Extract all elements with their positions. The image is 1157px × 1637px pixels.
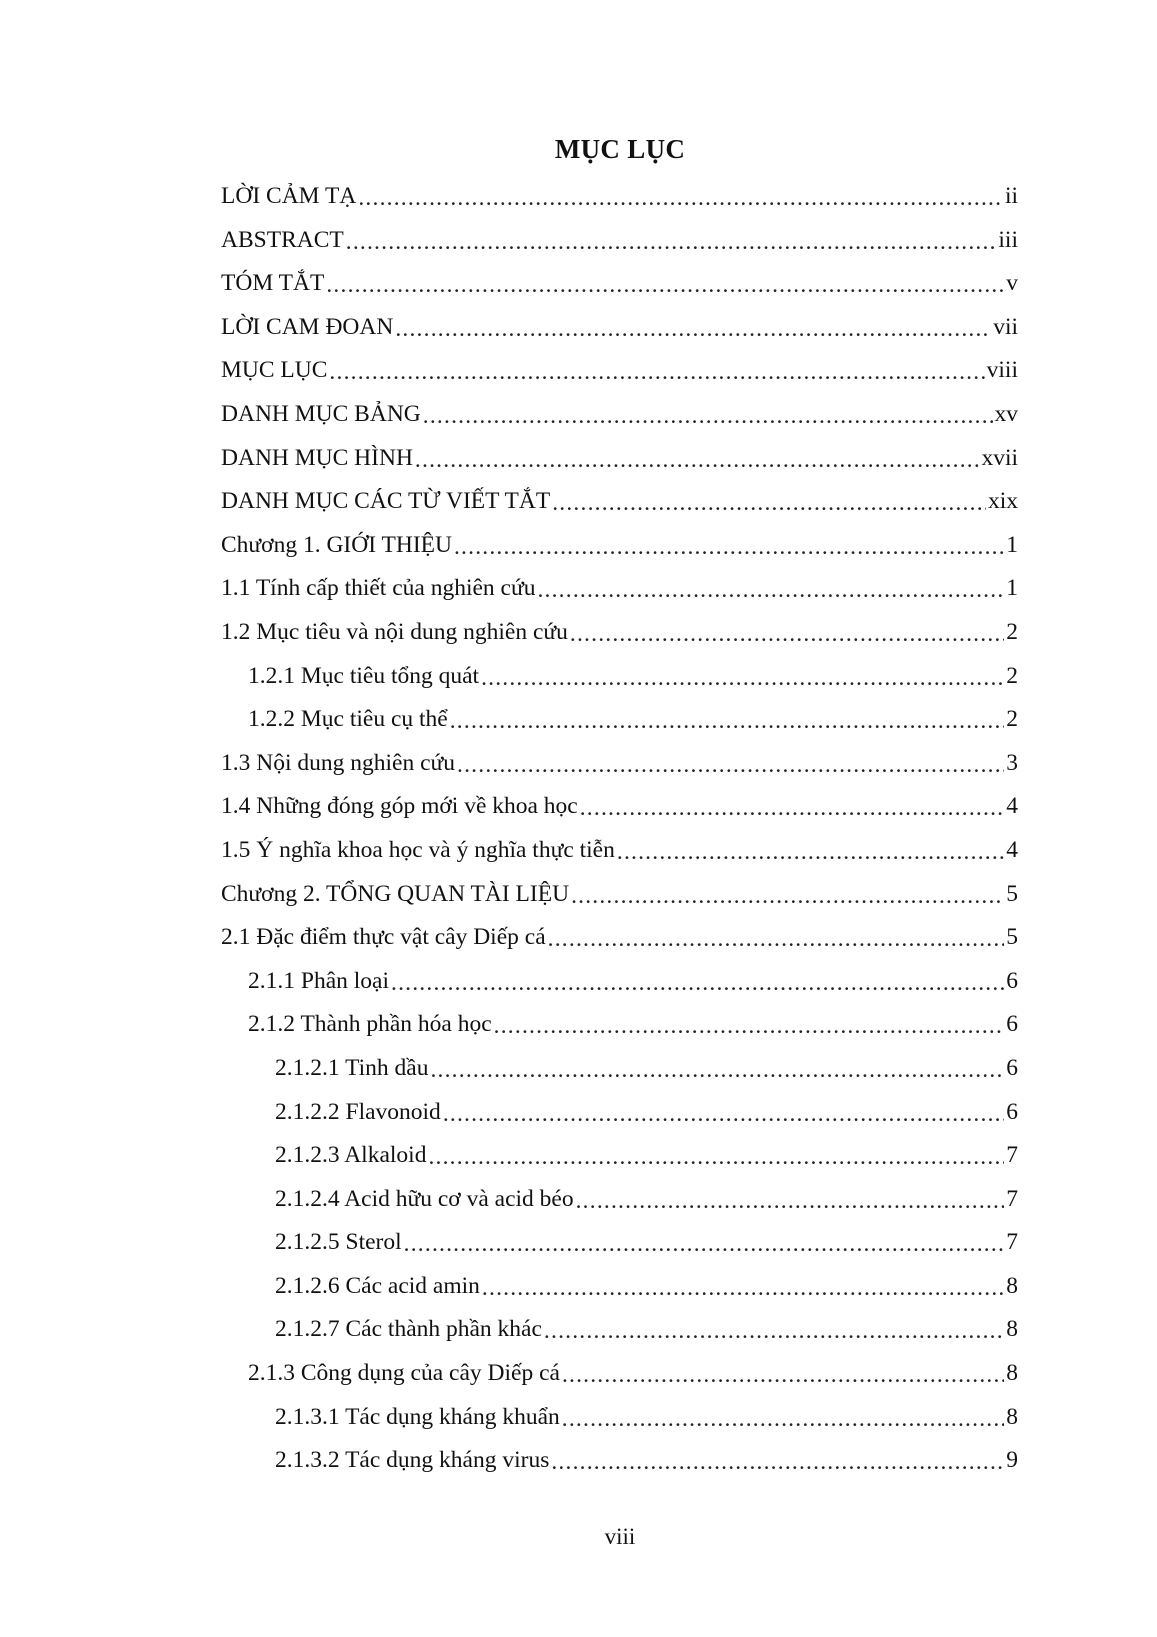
dot-leader [454,536,1004,560]
toc-entry-page: 5 [1006,924,1018,951]
toc-entry-title: 2.1.2.5 Sterol [275,1229,402,1256]
page-number: viii [604,1524,636,1549]
toc-entry-page: v [1006,270,1018,297]
toc-entry-title: LỜI CAM ĐOAN [221,313,394,340]
dot-leader [415,449,980,473]
dot-leader [544,1320,1004,1344]
dot-leader [457,754,1004,778]
dot-leader [552,492,986,516]
dot-leader [326,274,1004,298]
toc-entry-page: xvii [981,444,1018,471]
toc-entry-title: 1.4 Những đóng góp mới về khoa học [221,793,578,820]
toc-entry-title: DANH MỤC BẢNG [221,401,421,428]
toc-entry[interactable] [221,829,1018,873]
dot-leader [570,623,1004,647]
dot-leader [395,318,991,342]
toc-entry-title: DANH MỤC CÁC TỪ VIẾT TẮT [221,488,551,515]
toc-entry-title: 2.1.2.2 Flavonoid [275,1098,441,1125]
dot-leader [391,972,1004,996]
dot-leader [346,231,997,255]
toc-entry-page: 1 [1006,575,1018,602]
toc-entry-title: 2.1.1 Phân loại [248,967,389,994]
toc-entry[interactable] [221,655,1018,699]
toc-entry-title: 2.1.2.4 Acid hữu cơ và acid béo [275,1185,574,1212]
toc-entry-title: TÓM TẮT [221,270,325,297]
dot-leader [580,797,1005,821]
toc-entry-title: ABSTRACT [221,226,344,253]
dot-leader [329,361,984,385]
toc-entry[interactable] [221,437,1018,481]
toc-entry-title: 1.2.1 Mục tiêu tổng quát [248,662,480,689]
dot-leader [428,1146,1004,1170]
toc-entry-page: iii [998,226,1018,253]
dot-leader [576,1190,1005,1214]
toc-entry-title: LỜI CẢM TẠ [221,183,357,210]
toc-entry[interactable] [221,480,1018,524]
toc-entry[interactable] [221,742,1018,786]
toc-entry[interactable] [221,1134,1018,1178]
toc-entry[interactable] [221,1396,1018,1440]
dot-leader [562,1408,1004,1432]
toc-entry-page: vii [993,313,1018,340]
dot-leader [423,405,993,429]
toc-entry[interactable] [221,960,1018,1004]
toc-entry[interactable] [221,349,1018,393]
dot-leader [548,928,1005,952]
toc-entry-title: 2.1.3.2 Tác dụng kháng virus [275,1447,550,1474]
toc-entry-title: 2.1.2 Thành phần hóa học [248,1011,492,1038]
toc-entry-page: 8 [1006,1272,1018,1299]
toc-entry-page: 8 [1006,1403,1018,1430]
dot-leader [551,1451,1004,1475]
toc-entry[interactable] [221,1003,1018,1047]
toc-entry-page: viii [986,357,1018,384]
toc-entry-title: 2.1.3.1 Tác dụng kháng khuẩn [275,1403,560,1430]
toc-entry-page: 6 [1006,967,1018,994]
toc-entry-page: ii [1004,183,1018,210]
toc-entry[interactable] [221,1352,1018,1396]
toc-entry-page: 2 [1006,706,1018,733]
toc-entry[interactable] [221,567,1018,611]
dot-leader [537,579,1004,603]
toc-entry[interactable] [221,1221,1018,1265]
toc-entry-title: 2.1.2.7 Các thành phần khác [275,1316,542,1343]
toc-entry[interactable] [221,698,1018,742]
toc-entry-page: 1 [1006,531,1018,558]
toc-entry-title: 2.1.2.3 Alkaloid [275,1142,427,1169]
dot-leader [562,1364,1004,1388]
toc-entry[interactable] [221,611,1018,655]
toc-entry-page: 6 [1006,1054,1018,1081]
toc-entry-title: 1.3 Nội dung nghiên cứu [221,749,456,776]
toc-entry[interactable] [221,916,1018,960]
dot-leader [481,667,1004,691]
toc-entry-page: 6 [1006,1011,1018,1038]
toc-entry[interactable] [221,393,1018,437]
toc-entry-title: 1.2.2 Mục tiêu cụ thể [248,706,448,733]
toc-entry[interactable] [221,785,1018,829]
dot-leader [358,187,1003,211]
toc-entry-title: 1.1 Tính cấp thiết của nghiên cứu [221,575,536,602]
toc-entry-page: 7 [1006,1185,1018,1212]
dot-leader [430,1059,1004,1083]
toc-entry-title: DANH MỤC HÌNH [221,444,413,471]
dot-leader [404,1233,1005,1257]
toc-entry-title: 2.1.2.6 Các acid amin [275,1272,480,1299]
dot-leader [494,1015,1005,1039]
toc-entry-title: 1.5 Ý nghĩa khoa học và ý nghĩa thực tiễn [221,836,615,863]
dot-leader [617,841,1004,865]
dot-leader [482,1277,1004,1301]
toc-entry-page: 4 [1006,793,1018,820]
toc-entry-page: 2 [1006,618,1018,645]
toc-entry-page: xv [994,401,1018,428]
toc-entry-page: xix [987,488,1018,515]
toc-entry-page: 7 [1006,1229,1018,1256]
toc-entry-title: Chương 1. GIỚI THIỆU [221,531,452,558]
toc-entry-title: 2.1 Đặc điểm thực vật cây Diếp cá [221,924,546,951]
toc-entry-page: 3 [1006,749,1018,776]
toc-entry-title: MỤC LỤC [221,357,328,384]
toc-entry[interactable] [221,175,1018,219]
dot-leader [571,885,1004,909]
toc-entry-page: 7 [1006,1142,1018,1169]
toc-entry-title: 2.1.2.1 Tinh dầu [275,1054,429,1081]
toc-entry-page: 4 [1006,836,1018,863]
dot-leader [443,1103,1004,1127]
toc-entry-title: 2.1.3 Công dụng của cây Diếp cá [248,1360,560,1387]
toc-entry[interactable] [221,873,1018,917]
table-of-contents [221,175,1018,1483]
dot-leader [450,710,1005,734]
toc-entry-title: 1.2 Mục tiêu và nội dung nghiên cứu [221,618,568,645]
toc-entry[interactable] [221,1439,1018,1483]
toc-entry-page: 9 [1006,1447,1018,1474]
toc-entry[interactable] [221,306,1018,350]
toc-entry-title: Chương 2. TỔNG QUAN TÀI LIỆU [221,880,570,907]
toc-entry-page: 5 [1006,880,1018,907]
toc-entry-page: 6 [1006,1098,1018,1125]
toc-entry[interactable] [221,1047,1018,1091]
toc-entry[interactable] [221,1308,1018,1352]
toc-entry[interactable] [221,1265,1018,1309]
toc-entry-page: 8 [1006,1316,1018,1343]
toc-entry[interactable] [221,262,1018,306]
toc-entry[interactable] [221,1178,1018,1222]
toc-entry[interactable] [221,524,1018,568]
toc-entry-page: 2 [1006,662,1018,689]
toc-entry[interactable] [221,219,1018,263]
toc-entry-page: 8 [1006,1360,1018,1387]
page-title: MỤC LỤC [554,134,686,164]
toc-entry[interactable] [221,1090,1018,1134]
